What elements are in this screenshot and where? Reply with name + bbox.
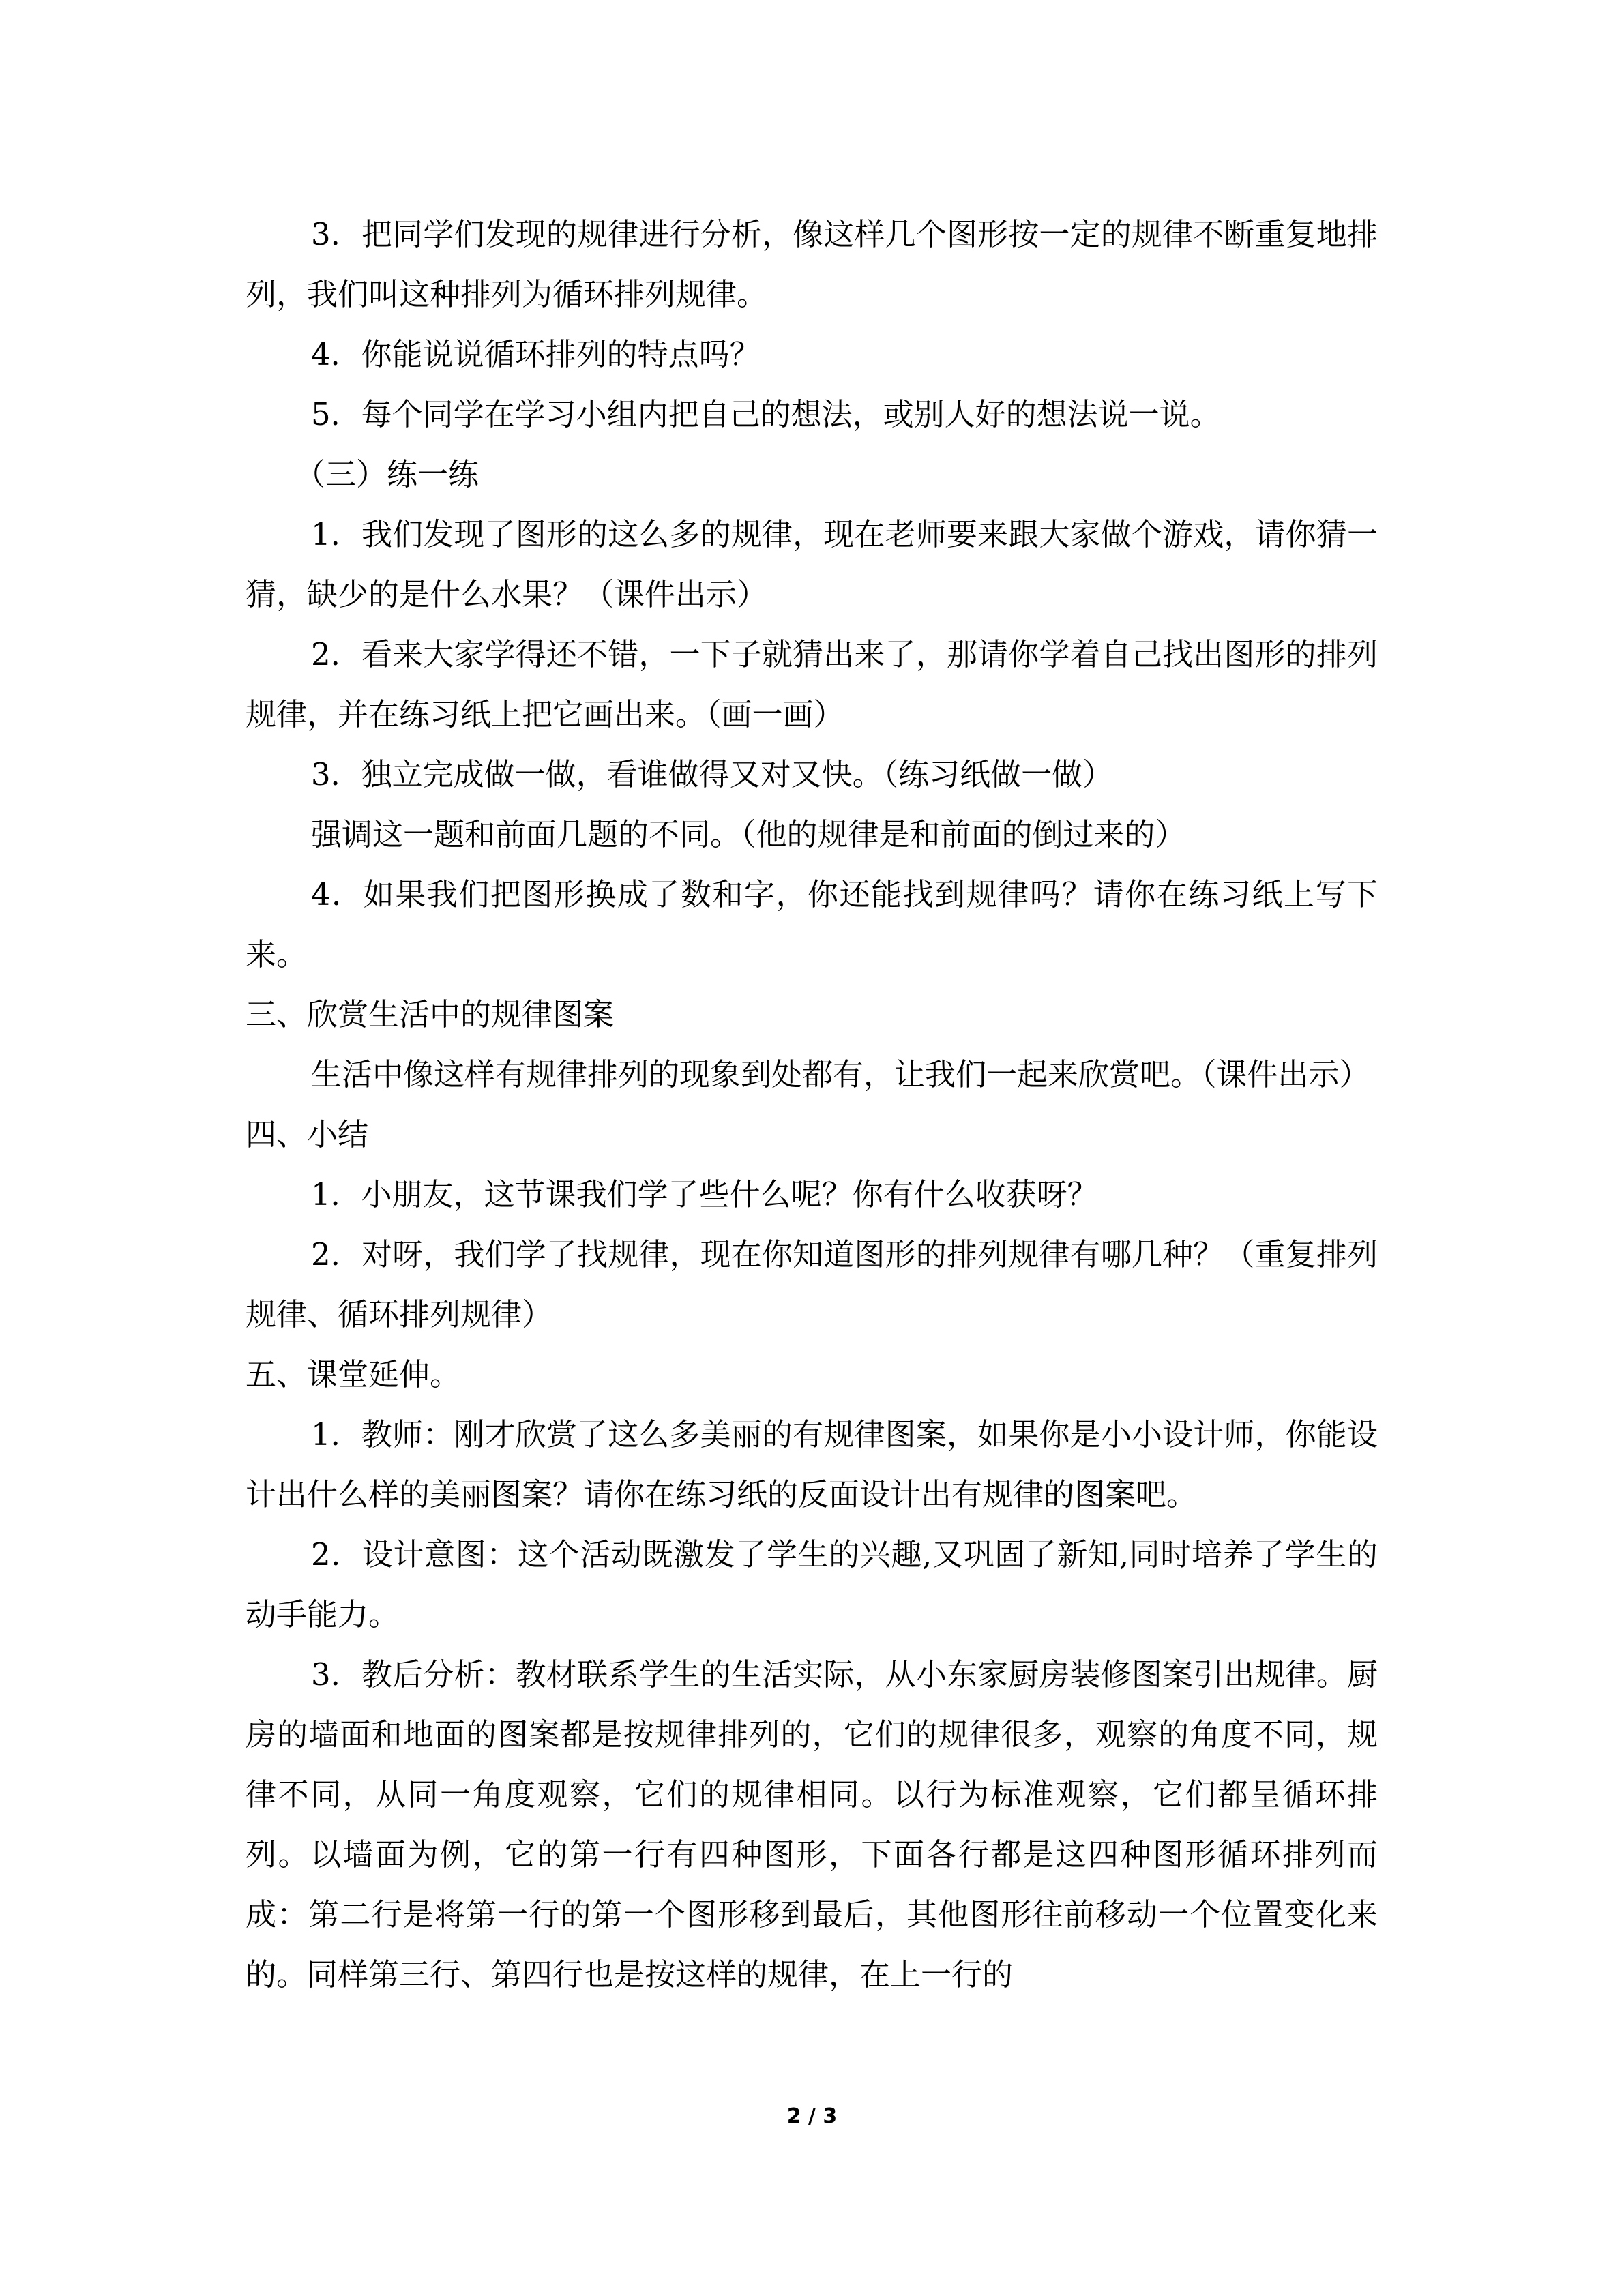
section-heading: 四、小结 — [246, 1116, 369, 1152]
paragraph: 1．教师：刚才欣赏了这么多美丽的有规律图案，如果你是小小设计师，你能设计出什么样的美丽图案？请你在练习纸的反面设计出有规律的图案吧。 — [246, 1416, 1378, 1512]
paragraph: 3．独立完成做一做，看谁做得又对又快。（练习纸做一做） — [311, 756, 1114, 792]
paragraph: 4．如果我们把图形换成了数和字，你还能找到规律吗？请你在练习纸上写下来。 — [246, 876, 1378, 972]
paragraph: 4．你能说说循环排列的特点吗？ — [311, 336, 761, 372]
paragraph: 1．我们发现了图形的这么多的规律，现在老师要来跟大家做个游戏，请你猜一猜，缺少的是什么水果？（课件出示） — [246, 516, 1378, 612]
paragraph: 2．看来大家学得还不错，一下子就猜出来了，那请你学着自己找出图形的排列规律，并在练习纸上把它画出来。（画一画） — [246, 636, 1378, 732]
section-heading: 三、欣赏生活中的规律图案 — [246, 996, 615, 1032]
paragraph: 3．教后分析：教材联系学生的生活实际，从小东家厨房装修图案引出规律。厨房的墙面和地面的图案都是按规律排列的，它们的规律很多，观察的角度不同，规律不同，从同一角度观察，它们的规律相同。以行为标准观察，它们都呈循环排列。以墙面为例，它的第一行有四种图形，下面各行都是这四种图形循环排列而成：第二行是将第一行的第一个图形移到最后，其他图形往前移动一个位置变化来的。同样第三行、第四行也是按这样的规律，在上一行的 — [246, 1656, 1378, 1993]
paragraph: 2．对呀，我们学了找规律，现在你知道图形的排列规律有哪几种？（重复排列规律、循环排列规律） — [246, 1236, 1378, 1332]
paragraph: 生活中像这样有规律排列的现象到处都有，让我们一起来欣赏吧。（课件出示） — [311, 1056, 1370, 1092]
page-number: 2 / 3 — [786, 2104, 838, 2128]
paragraph: 5．每个同学在学习小组内把自己的想法，或别人好的想法说一说。 — [311, 396, 1221, 432]
document-body — [246, 205, 1378, 2005]
paragraph: 1．小朋友，这节课我们学了些什么呢？你有什么收获呀？ — [311, 1176, 1098, 1212]
paragraph: 强调这一题和前面几题的不同。（他的规律是和前面的倒过来的） — [311, 816, 1186, 852]
paragraph: 2．设计意图：这个活动既激发了学生的兴趣,又巩固了新知,同时培养了学生的动手能力。 — [246, 1536, 1378, 1632]
paragraph: 3．把同学们发现的规律进行分析，像这样几个图形按一定的规律不断重复地排列，我们叫这种排列为循环排列规律。 — [246, 216, 1378, 312]
subsection-heading: （三）练一练 — [295, 456, 479, 492]
section-heading: 五、课堂延伸。 — [246, 1356, 461, 1392]
